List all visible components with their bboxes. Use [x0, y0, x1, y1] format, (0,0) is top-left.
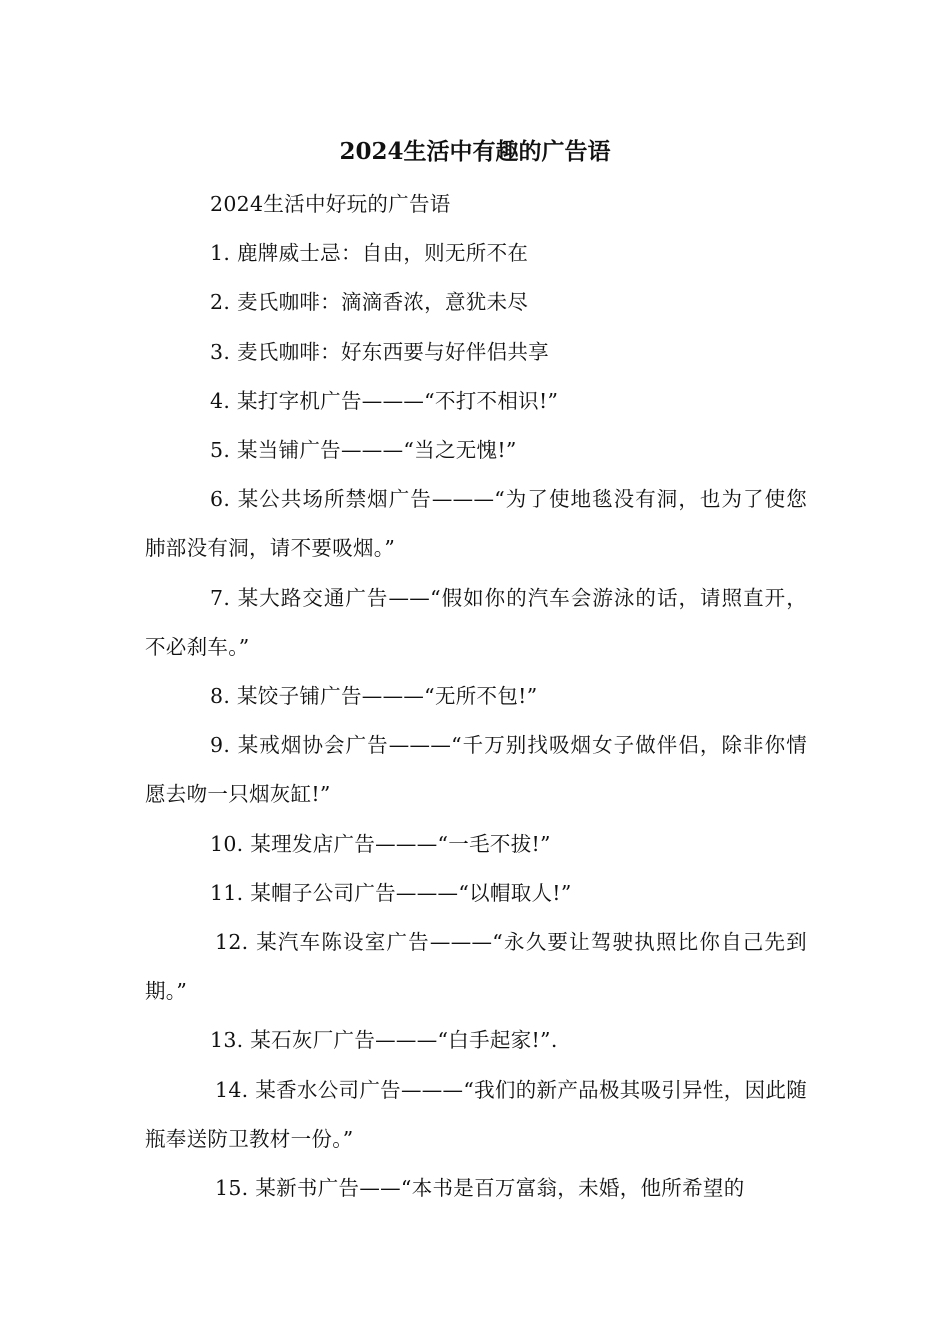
document-title: 2024生活中有趣的广告语	[339, 138, 611, 165]
list-item: 9. 某戒烟协会广告———“千万别找吸烟女子做伴侣，除非你情愿去吻一只烟灰缸!”	[145, 733, 807, 807]
document-body	[145, 180, 807, 1213]
list-item: 15. 某新书广告——“本书是百万富翁，未婚，他所希望的	[215, 1176, 745, 1201]
list-item: 4. 某打字机广告———“不打不相识!”	[210, 388, 559, 413]
list-item: 13. 某石灰厂广告———“白手起家!”.	[210, 1028, 558, 1053]
list-item: 3. 麦氏咖啡：好东西要与好伴侣共享	[210, 339, 549, 364]
list-item: 11. 某帽子公司广告———“以帽取人!”	[210, 880, 572, 905]
list-item: 2. 麦氏咖啡：滴滴香浓，意犹未尽	[210, 290, 529, 315]
list-item: 12. 某汽车陈设室广告———“永久要让驾驶执照比你自己先到期。”	[145, 930, 807, 1004]
list-item: 6. 某公共场所禁烟广告———“为了使地毯没有洞，也为了使您肺部没有洞，请不要吸烟。”	[145, 487, 807, 561]
list-item: 8. 某饺子铺广告———“无所不包!”	[210, 684, 538, 709]
list-item: 7. 某大路交通广告——“假如你的汽车会游泳的话，请照直开，不必刹车。”	[145, 585, 807, 659]
list-item: 14. 某香水公司广告———“我们的新产品极其吸引异性，因此随瓶奉送防卫教材一份。”	[145, 1077, 807, 1151]
list-item: 5. 某当铺广告———“当之无愧!”	[210, 438, 517, 463]
document-subtitle: 2024生活中好玩的广告语	[210, 192, 451, 216]
list-item: 1. 鹿牌威士忌：自由，则无所不在	[210, 241, 529, 266]
list-item: 10. 某理发店广告———“一毛不拔!”	[210, 831, 551, 856]
